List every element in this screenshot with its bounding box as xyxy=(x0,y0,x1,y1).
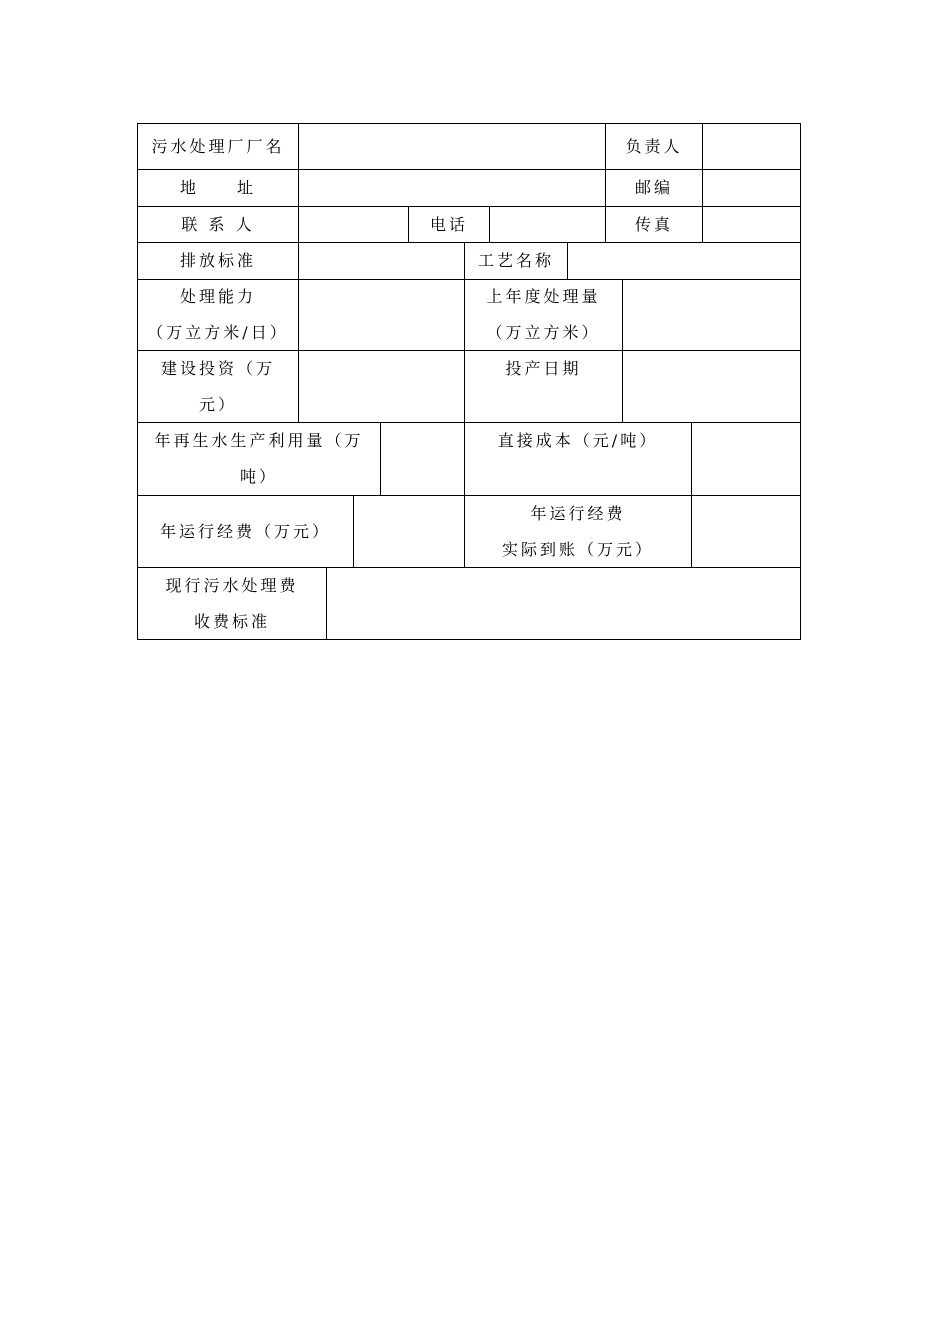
manager-field[interactable] xyxy=(702,123,801,170)
last-year-volume-label: 上年度处理量 （万立方米） xyxy=(464,279,623,351)
capacity-field[interactable] xyxy=(298,279,465,351)
postcode-field[interactable] xyxy=(702,169,801,207)
reclaimed-water-label: 年再生水生产利用量（万 吨） xyxy=(137,422,381,496)
wastewater-plant-info-form xyxy=(138,124,802,641)
last-year-volume-field[interactable] xyxy=(622,279,801,351)
phone-field[interactable] xyxy=(489,206,606,243)
direct-cost-field[interactable] xyxy=(691,422,801,496)
fax-field[interactable] xyxy=(702,206,801,243)
operating-cost-received-field[interactable] xyxy=(691,495,801,568)
phone-label: 电话 xyxy=(408,206,490,243)
annual-operating-cost-field[interactable] xyxy=(353,495,465,568)
address-field[interactable] xyxy=(298,169,606,207)
fee-standard-label: 现行污水处理费 收费标准 xyxy=(137,567,327,640)
address-label: 地 址 xyxy=(137,169,299,207)
contact-label: 联 系 人 xyxy=(137,206,299,243)
process-name-label: 工艺名称 xyxy=(464,242,568,280)
capacity-label: 处理能力 （万立方米/日） xyxy=(137,279,299,351)
postcode-label: 邮编 xyxy=(605,169,703,207)
plant-name-label: 污水处理厂厂名 xyxy=(137,123,299,170)
process-name-field[interactable] xyxy=(567,242,801,280)
reclaimed-water-field[interactable] xyxy=(380,422,465,496)
commissioning-date-label: 投产日期 xyxy=(464,350,623,423)
investment-label: 建设投资（万 元） xyxy=(137,350,299,423)
direct-cost-label: 直接成本（元/吨） xyxy=(464,422,692,496)
commissioning-date-field[interactable] xyxy=(622,350,801,423)
manager-label: 负责人 xyxy=(605,123,703,170)
discharge-standard-field[interactable] xyxy=(298,242,465,280)
investment-field[interactable] xyxy=(298,350,465,423)
operating-cost-received-label: 年运行经费 实际到账（万元） xyxy=(464,495,692,568)
contact-field[interactable] xyxy=(298,206,409,243)
fax-label: 传真 xyxy=(605,206,703,243)
annual-operating-cost-label: 年运行经费（万元） xyxy=(137,495,354,568)
plant-name-field[interactable] xyxy=(298,123,606,170)
fee-standard-field[interactable] xyxy=(326,567,801,640)
discharge-standard-label: 排放标准 xyxy=(137,242,299,280)
